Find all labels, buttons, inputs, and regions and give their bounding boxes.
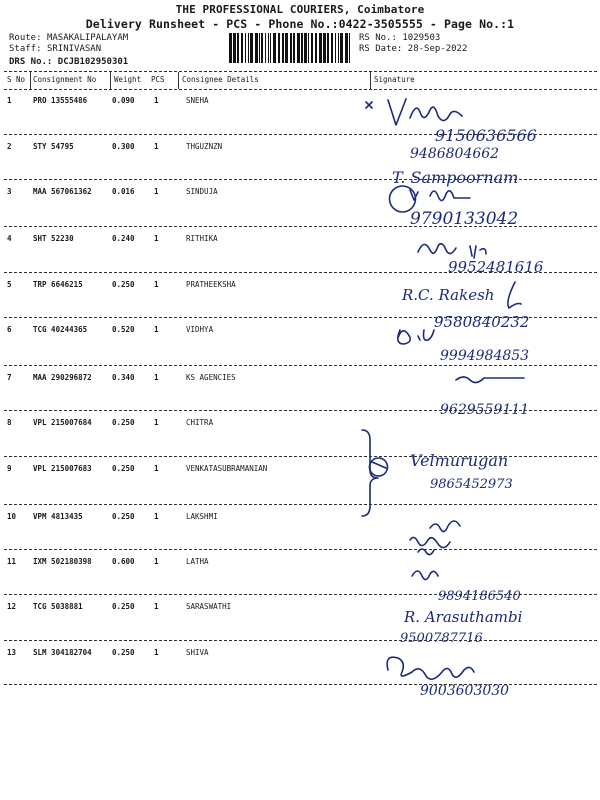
consignee-name: SINDUJA [186,187,218,196]
weight-value: 0.250 [112,280,135,289]
pcs-count: 1 [154,602,159,611]
signature-scribble [398,330,434,344]
signature-scribble [412,571,438,580]
pcs-count: 1 [154,234,159,243]
handwritten-phone: 9865452973 [430,477,513,492]
weight-value: 0.250 [112,418,135,427]
pcs-count: 1 [154,325,159,334]
weight-value: 0.240 [112,234,135,243]
handwritten-name: T. Sampoornam [392,168,519,187]
col-header-weight: Weight [114,75,142,84]
pcs-count: 1 [154,373,159,382]
consignee-name: RITHIKA [186,234,218,243]
weight-value: 0.250 [112,464,135,473]
signature-scribble [418,244,486,258]
consignee-name: VIDHYA [186,325,214,334]
row-sno: 10 [7,512,17,521]
consignment-number: MAA 290296872 [33,373,92,382]
pcs-count: 1 [154,187,159,196]
col-header-signature: Signature [374,75,415,84]
row-sno: 12 [7,602,17,611]
col-header-consignment: Consignment No [33,75,97,84]
consignee-name: LATHA [186,557,209,566]
pcs-count: 1 [154,464,159,473]
col-header-sno: S No [7,75,26,84]
pcs-count: 1 [154,96,159,105]
pcs-count: 1 [154,648,159,657]
consignee-name: VENKATASUBRAMANIAN [186,464,268,473]
consignment-number: VPL 215007683 [33,464,92,473]
rs-date-label: RS Date: [359,44,403,54]
row-sno: 13 [7,648,17,657]
rs-date-value: 28-Sep-2022 [407,44,468,54]
weight-value: 0.016 [112,187,135,196]
consignee-name: PRATHEEKSHA [186,280,236,289]
signature-scribble [370,458,388,476]
handwritten-phone: 9629559111 [440,402,530,418]
handwritten-phone: 9003603030 [420,683,510,699]
bracket-mark [362,430,378,516]
consignment-number: PRO 13555486 [33,96,88,105]
handwritten-phone: 9150636566 [435,126,537,145]
weight-value: 0.250 [112,512,135,521]
pcs-count: 1 [154,142,159,151]
col-header-consignee: Consignee Details [182,75,259,84]
company-title: THE PROFESSIONAL COURIERS, Coimbatore [175,3,425,16]
weight-value: 0.340 [112,373,135,382]
consignee-name: LAKSHMI [186,512,218,521]
weight-value: 0.300 [112,142,135,151]
signature-scribble [387,657,474,679]
handwritten-phone: 9994984853 [440,348,530,364]
col-header-pcs: PCS [151,75,165,84]
consignment-number: SHT 52230 [33,234,74,243]
staff-label: Staff: [9,44,42,54]
consignee-name: SARASWATHI [186,602,232,611]
handwritten-phone: 9894186540 [438,589,521,604]
consignee-name: SNEHA [186,96,209,105]
consignee-name: CHITRA [186,418,214,427]
handwritten-name: R. Arasuthambi [404,608,523,626]
pcs-count: 1 [154,557,159,566]
signature-scribble [366,99,462,125]
signature-scribble [418,549,434,555]
route-value: MASAKALIPALAYAM [46,33,129,43]
route-label: Route: [9,33,42,43]
runsheet-subtitle: Delivery Runsheet - PCS - Phone No.:0422-3505555 - Page No.:1 [85,17,515,31]
row-sno: 7 [7,373,12,382]
drs-label: DRS No.: [9,57,53,67]
consignment-number: VPL 215007684 [33,418,92,427]
row-sno: 11 [7,557,17,566]
weight-value: 0.250 [112,648,135,657]
signature-scribble [456,377,524,383]
row-sno: 6 [7,325,12,334]
handwritten-name: Velmurugan [410,451,509,470]
signature-scribble [410,521,460,548]
consignment-number: MAA 567061362 [33,187,92,196]
row-sno: 9 [7,464,12,473]
consignment-number: TCG 5038881 [33,602,83,611]
pcs-count: 1 [154,280,159,289]
consignment-number: IXM 502180398 [33,557,92,566]
row-sno: 5 [7,280,12,289]
handwritten-phone: 9486804662 [410,146,500,162]
pcs-count: 1 [154,418,159,427]
consignee-name: KS AGENCIES [186,373,236,382]
row-sno: 3 [7,187,12,196]
staff-value: SRINIVASAN [46,44,102,54]
weight-value: 0.600 [112,557,135,566]
signature-scribble [508,282,521,308]
consignment-number: TRP 6646215 [33,280,83,289]
handwritten-phone: 9790133042 [410,209,519,229]
row-sno: 4 [7,234,12,243]
consignee-name: THGUZNZN [186,142,223,151]
weight-value: 0.520 [112,325,135,334]
rs-no-label: RS No.: [359,33,397,43]
consignment-number: TCG 40244365 [33,325,88,334]
row-sno: 1 [7,96,12,105]
handwritten-phone: 9580840232 [434,313,530,331]
handwritten-phone: 9952481616 [448,258,544,276]
row-sno: 2 [7,142,12,151]
consignment-number: SLM 304182704 [33,648,92,657]
row-sno: 8 [7,418,12,427]
weight-value: 0.090 [112,96,135,105]
consignment-number: VPM 4813435 [33,512,83,521]
drs-value: DCJB102950301 [57,57,129,67]
consignment-number: STY 54795 [33,142,74,151]
consignee-name: SHIVA [186,648,209,657]
weight-value: 0.250 [112,602,135,611]
rs-no-value: 1029503 [402,33,441,43]
handwritten-phone: 9500787716 [400,631,483,646]
pcs-count: 1 [154,512,159,521]
handwritten-name: R.C. Rakesh [402,286,495,304]
